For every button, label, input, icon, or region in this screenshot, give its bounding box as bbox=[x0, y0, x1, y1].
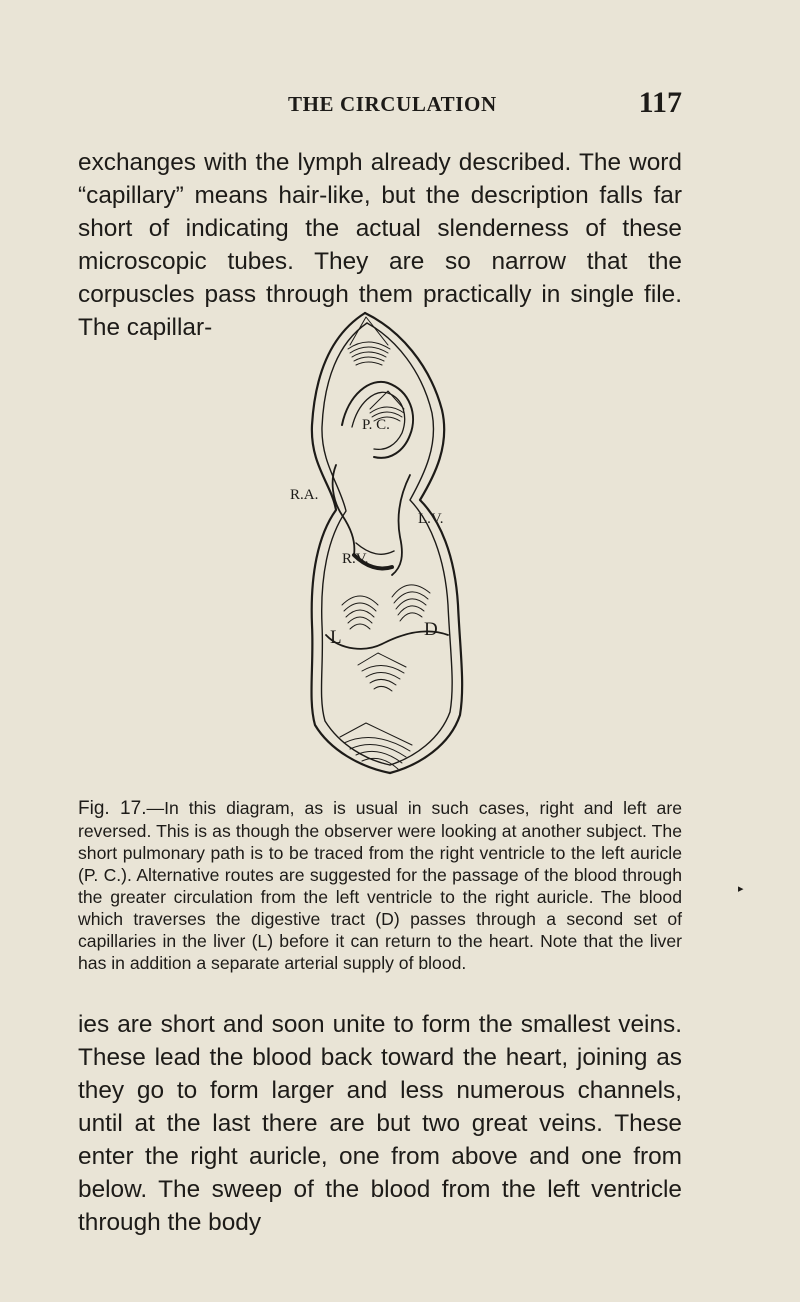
circulation-diagram bbox=[270, 305, 500, 780]
label-ra: R.A. bbox=[290, 487, 319, 503]
page-number: 117 bbox=[638, 86, 682, 119]
label-pc: P. C. bbox=[362, 417, 390, 433]
bottom-capillary-fan bbox=[340, 723, 412, 769]
label-d: D bbox=[424, 619, 438, 640]
figure-caption-text: —In this diagram, as is usual in such cases, right and left are reversed. This is as though the observer were looking at another subject. The short pulmonary path is to be traced from the right ventricle to the left auricle (P. C.). Alternative routes are suggested for the passage of the blood through the greater circulation from the left ventricle to the right auricle. The blood which traverses the digestive tract (D) passes through a second set of capillaries in the liver (L) before it can return to the heart. Note that the liver has in addition a separate arterial supply of blood. bbox=[78, 798, 682, 973]
outer-loop-left-inner bbox=[321, 323, 390, 765]
running-head-title: THE CIRCULATION bbox=[288, 92, 497, 116]
body-paragraph-top: exchanges with the lymph already described. The word “capillary” means hair-like, but the description falls far short of indicating the actual slenderness of these microscopic tubes. They are so narrow that the corpuscles pass through them practically in single file. The capillar- bbox=[78, 149, 682, 341]
outer-loop-right-inner bbox=[367, 323, 452, 765]
circulation-diagram-svg bbox=[270, 305, 500, 780]
running-head bbox=[78, 86, 682, 126]
figure-caption bbox=[78, 797, 682, 974]
liver-capillary-fan bbox=[342, 596, 378, 629]
label-rv: R.V. bbox=[342, 551, 369, 567]
digestive-capillary-fan bbox=[392, 585, 430, 621]
body-paragraph-bottom: ies are short and soon unite to form the smallest veins. These lead the blood back toward the heart, joining as they go to form larger and less numerous channels, until at the last there are but two great veins. These enter the right auricle, one from above and one from below. The sweep of the blood from the left ventricle through the body bbox=[78, 1011, 682, 1236]
left-ventricle-wall bbox=[392, 475, 410, 575]
lower-capillary-fan bbox=[358, 653, 406, 691]
label-lv: L.V. bbox=[418, 511, 444, 527]
margin-mark: ▸ bbox=[738, 883, 744, 895]
label-l: L bbox=[330, 627, 342, 648]
figure-number: Fig. 17. bbox=[78, 798, 147, 819]
